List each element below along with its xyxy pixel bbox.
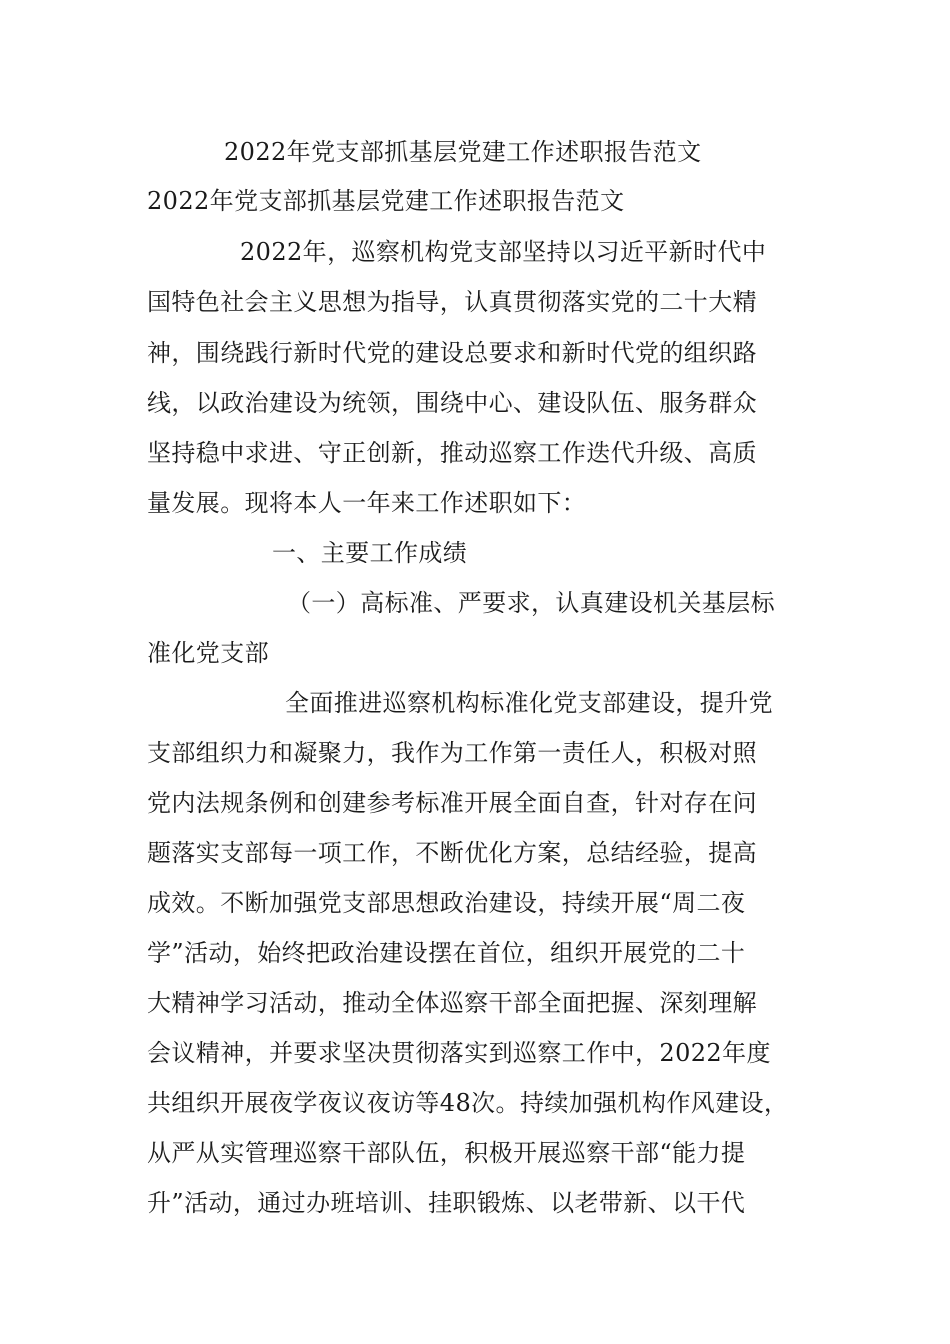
- intro-line: 国特色社会主义思想为指导，认真贯彻落实党的二十大精: [147, 288, 757, 316]
- body-line: 升”活动，通过办班培训、挂职锻炼、以老带新、以干代: [147, 1189, 746, 1217]
- body-line: 题落实支部每一项工作，不断优化方案，总结经验，提高: [147, 839, 757, 867]
- body-line: 全面推进巡察机构标准化党支部建设，提升党: [285, 689, 773, 717]
- intro-line: 2022年，巡察机构党支部坚持以习近平新时代中: [240, 238, 767, 266]
- body-line: 成效。不断加强党支部思想政治建设，持续开展“周二夜: [147, 889, 746, 917]
- body-line: 共组织开展夜学夜议夜访等48次。持续加强机构作风建设，: [147, 1089, 789, 1117]
- subsection-heading-line: 准化党支部: [147, 639, 269, 667]
- intro-line: 量发展。现将本人一年来工作述职如下：: [147, 489, 587, 517]
- body-line: 学”活动，始终把政治建设摆在首位，组织开展党的二十: [147, 939, 746, 967]
- body-line: 会议精神，并要求坚决贯彻落实到巡察工作中，2022年度: [147, 1039, 771, 1067]
- body-line: 支部组织力和凝聚力，我作为工作第一责任人，积极对照: [147, 739, 757, 767]
- document-subtitle: 2022年党支部抓基层党建工作述职报告范文: [147, 187, 625, 215]
- intro-line: 神，围绕践行新时代党的建设总要求和新时代党的组织路: [147, 339, 757, 367]
- subsection-heading-line: （一）高标准、严要求，认真建设机关基层标: [287, 589, 775, 617]
- body-line: 从严从实管理巡察干部队伍，积极开展巡察干部“能力提: [147, 1139, 746, 1167]
- section-heading: 一、主要工作成绩: [272, 539, 468, 567]
- intro-line: 坚持稳中求进、守正创新，推动巡察工作迭代升级、高质: [147, 439, 757, 467]
- body-line: 大精神学习活动，推动全体巡察干部全面把握、深刻理解: [147, 989, 757, 1017]
- body-line: 党内法规条例和创建参考标准开展全面自查，针对存在问: [147, 789, 757, 817]
- intro-line: 线，以政治建设为统领，围绕中心、建设队伍、服务群众: [147, 389, 757, 417]
- document-title: 2022年党支部抓基层党建工作述职报告范文: [224, 138, 702, 166]
